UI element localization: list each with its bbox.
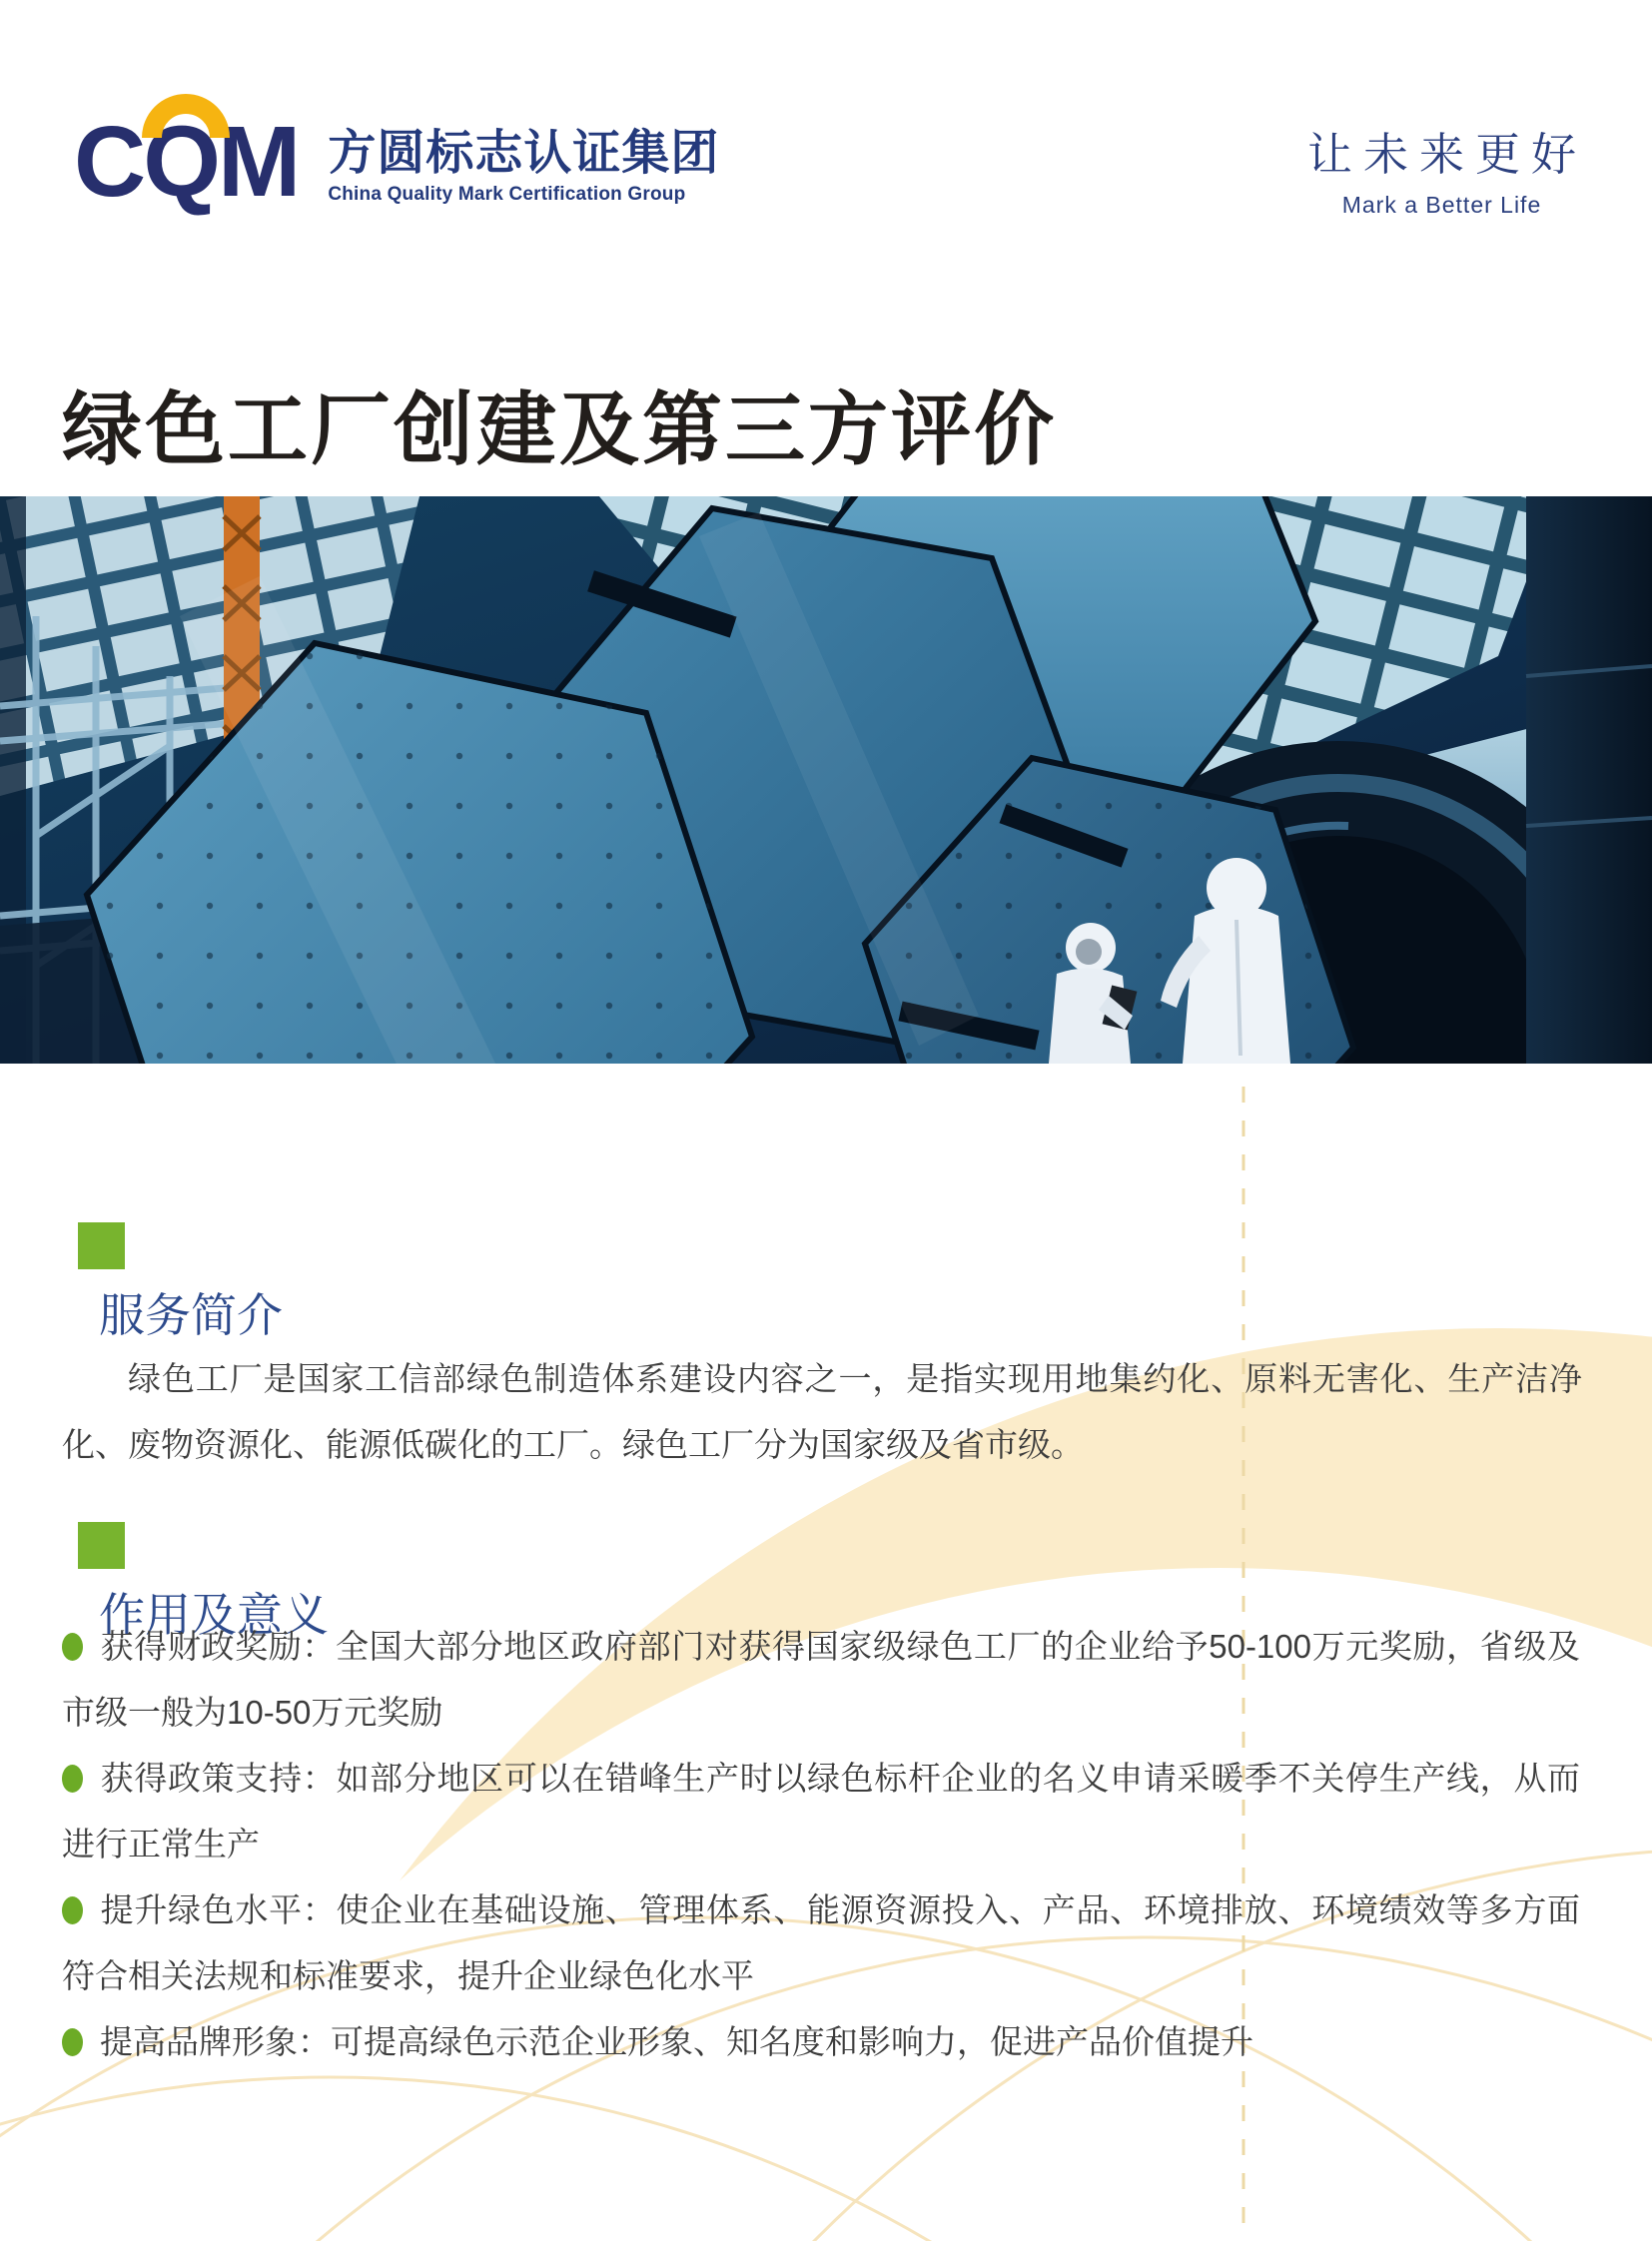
benefits-list: [62, 1614, 1580, 2075]
green-square-icon: [78, 1522, 125, 1569]
page-title: 绿色工厂创建及第三方评价: [62, 384, 1057, 474]
tagline-zh: 让未来更好: [1306, 129, 1587, 180]
bullet-text: 提高品牌形象：可提高绿色示范企业形象、知名度和影响力，促进产品价值提升: [100, 2023, 1253, 2060]
cqm-logo-text: [74, 106, 299, 218]
hero-photo: [0, 496, 1652, 1064]
company-name-block: [328, 112, 719, 206]
tagline-en: Mark a Better Life: [1341, 192, 1542, 218]
bullet-text: 提升绿色水平：使企业在基础设施、管理体系、能源资源投入、产品、环境排放、环境绩效等多方面符合相关法规和标准要求，提升企业绿色化水平: [62, 1891, 1580, 1994]
list-item: [62, 1877, 1580, 2009]
section-title: 服务简介: [99, 1289, 283, 1342]
bullet-text: 获得财政奖励：全国大部分地区政府部门对获得国家级绿色工厂的企业给予50-100万元奖励，省级及市级一般为10-50万元奖励: [62, 1628, 1580, 1731]
logo-letters: CQM: [74, 106, 299, 218]
bullet-dot-icon: [62, 2028, 83, 2056]
logo-arc-icon: [136, 86, 236, 141]
list-item: [62, 2009, 1580, 2075]
bullet-dot-icon: [62, 1765, 83, 1793]
intro-paragraph: 绿色工厂是国家工信部绿色制造体系建设内容之一，是指实现用地集约化、原料无害化、生产洁净化、废物资源化、能源低碳化的工厂。绿色工厂分为国家级及省市级。: [62, 1360, 1582, 1463]
company-name-en: China Quality Mark Certification Group: [328, 184, 686, 206]
list-item: [62, 1746, 1580, 1877]
section-title: 作用及意义: [99, 1589, 329, 1642]
section-intro-heading: [78, 1222, 283, 1342]
bullet-text: 获得政策支持：如部分地区可以在错峰生产时以绿色标杆企业的名义申请采暖季不关停生产线，从而进行正常生产: [62, 1760, 1580, 1863]
bullet-dot-icon: [62, 1896, 83, 1924]
brand-tagline: [1306, 118, 1587, 219]
bullet-dot-icon: [62, 1633, 83, 1661]
company-name-zh: 方圆标志认证集团: [328, 127, 720, 180]
brand-logo: [74, 106, 720, 218]
green-square-icon: [78, 1222, 125, 1269]
section-benefits-heading: [78, 1522, 329, 1642]
list-item: [62, 1614, 1580, 1746]
